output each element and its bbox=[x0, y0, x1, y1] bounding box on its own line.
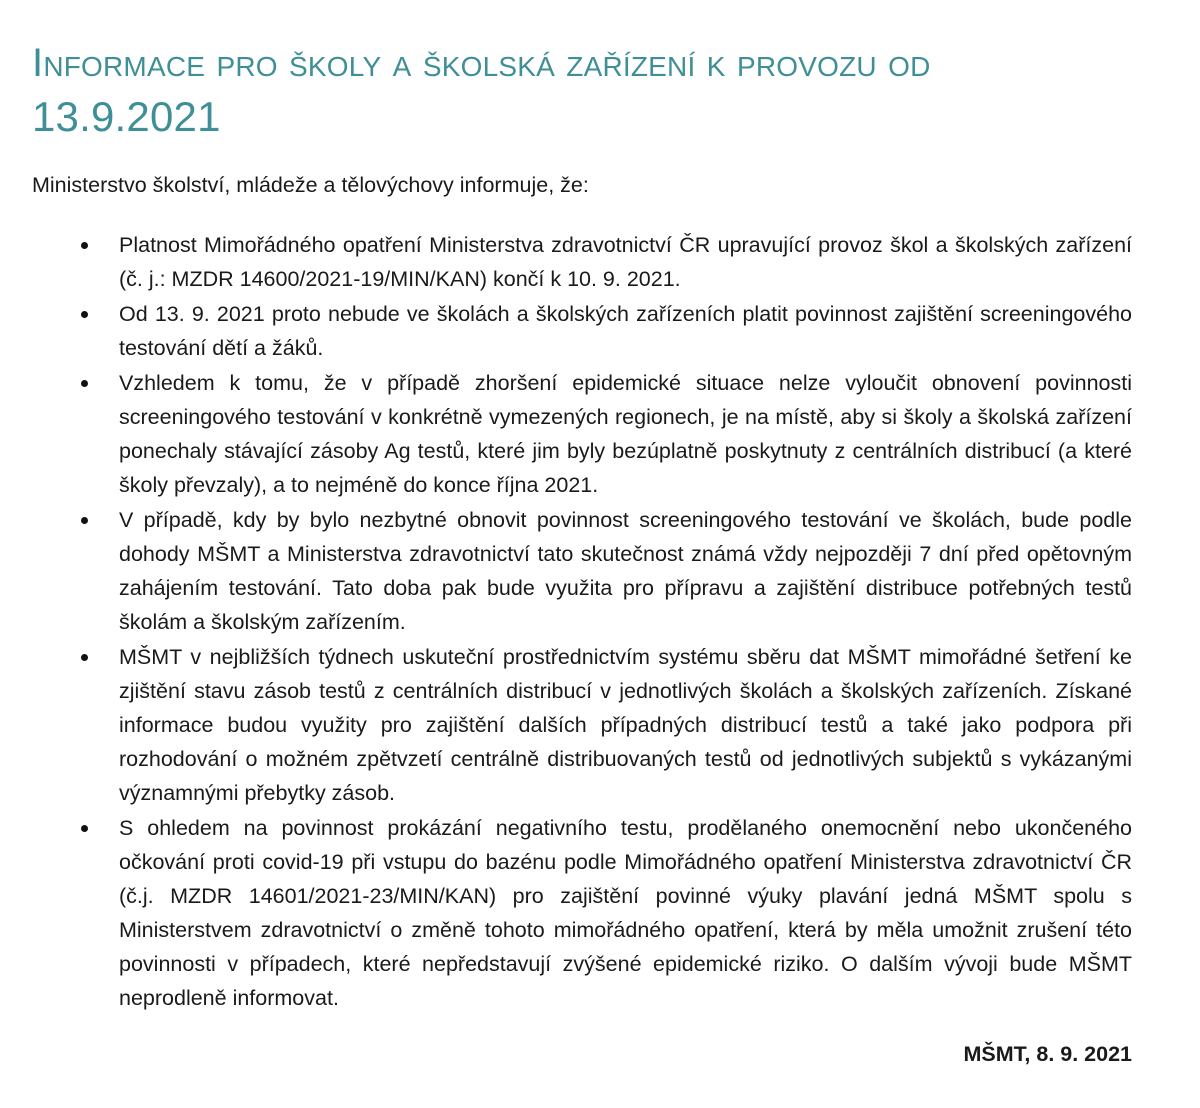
intro-paragraph: Ministerstvo školství, mládeže a tělovýchovy informuje, že: bbox=[32, 173, 589, 197]
list-item-text: MŠMT v nejbližších týdnech uskuteční prostřednictvím systému sběru dat MŠMT mimořádné šetření ke zjištění stavu zásob testů z centrálních distribucí v jednotlivých školách a školských zařízeních. Získané informace budou využity pro zajištění dalších případných distribucí testů a také jako podpora při rozhodování o možném zpětvzetí centrálně distribuovaných testů od jednotlivých subjektů s vykázanými významnými přebytky zásob. bbox=[119, 645, 1132, 805]
signature: MŠMT, 8. 9. 2021 bbox=[963, 1042, 1132, 1066]
bullet-icon bbox=[81, 654, 88, 661]
bullet-icon bbox=[81, 825, 88, 832]
bullet-icon bbox=[81, 242, 88, 249]
title-line-1: Informace pro školy a školská zařízení k provozu od bbox=[32, 41, 931, 85]
bullet-icon bbox=[81, 517, 88, 524]
list-item bbox=[32, 297, 1132, 365]
list-item bbox=[32, 640, 1132, 810]
list-item bbox=[32, 503, 1132, 639]
bullet-icon bbox=[81, 380, 88, 387]
list-item-text: V případě, kdy by bylo nezbytné obnovit povinnost screeningového testování ve školách, bude podle dohody MŠMT a Ministerstva zdravotnictví tato skutečnost známá vždy nejpozději 7 dní před opětovným zahájením testování. Tato doba pak bude využita pro přípravu a zajištění distribuce potřebných testů školám a školským zařízením. bbox=[119, 508, 1132, 634]
list-item bbox=[32, 228, 1132, 296]
list-item-text: Vzhledem k tomu, že v případě zhoršení epidemické situace nelze vyloučit obnovení povinnosti screeningového testování v konkrétně vymezených regionech, je na místě, aby si školy a školská zařízení ponechaly stávající zásoby Ag testů, které jim byly bezúplatně poskytnuty z centrálních distribucí (a které školy převzaly), a to nejméně do konce října 2021. bbox=[119, 371, 1132, 497]
list-item-text: Od 13. 9. 2021 proto nebude ve školách a školských zařízeních platit povinnost zajištění screeningového testování dětí a žáků. bbox=[119, 302, 1132, 360]
document-page bbox=[32, 36, 1132, 1071]
list-item-text: Platnost Mimořádného opatření Ministerstva zdravotnictví ČR upravující provoz škol a školských zařízení (č. j.: MZDR 14600/2021-19/MIN/KAN) končí k 10. 9. 2021. bbox=[119, 233, 1132, 291]
document-title bbox=[32, 36, 1132, 144]
bullet-icon bbox=[81, 311, 88, 318]
bullet-list bbox=[32, 228, 1132, 1015]
list-item bbox=[32, 811, 1132, 1015]
title-line-2: 13.9.2021 bbox=[32, 93, 221, 140]
list-item bbox=[32, 366, 1132, 502]
list-item-text: S ohledem na povinnost prokázání negativního testu, prodělaného onemocnění nebo ukončeného očkování proti covid-19 při vstupu do bazénu podle Mimořádného opatření Ministerstva zdravotnictví ČR (č.j. MZDR 14601/2021-23/MIN/KAN) pro zajištění povinné výuky plavání jedná MŠMT spolu s Ministerstvem zdravotnictví o změně tohoto mimořádného opatření, která by měla umožnit zrušení této povinnosti v případech, které nepředstavují zvýšené epidemické riziko. O dalším vývoji bude MŠMT neprodleně informovat. bbox=[119, 816, 1132, 1010]
